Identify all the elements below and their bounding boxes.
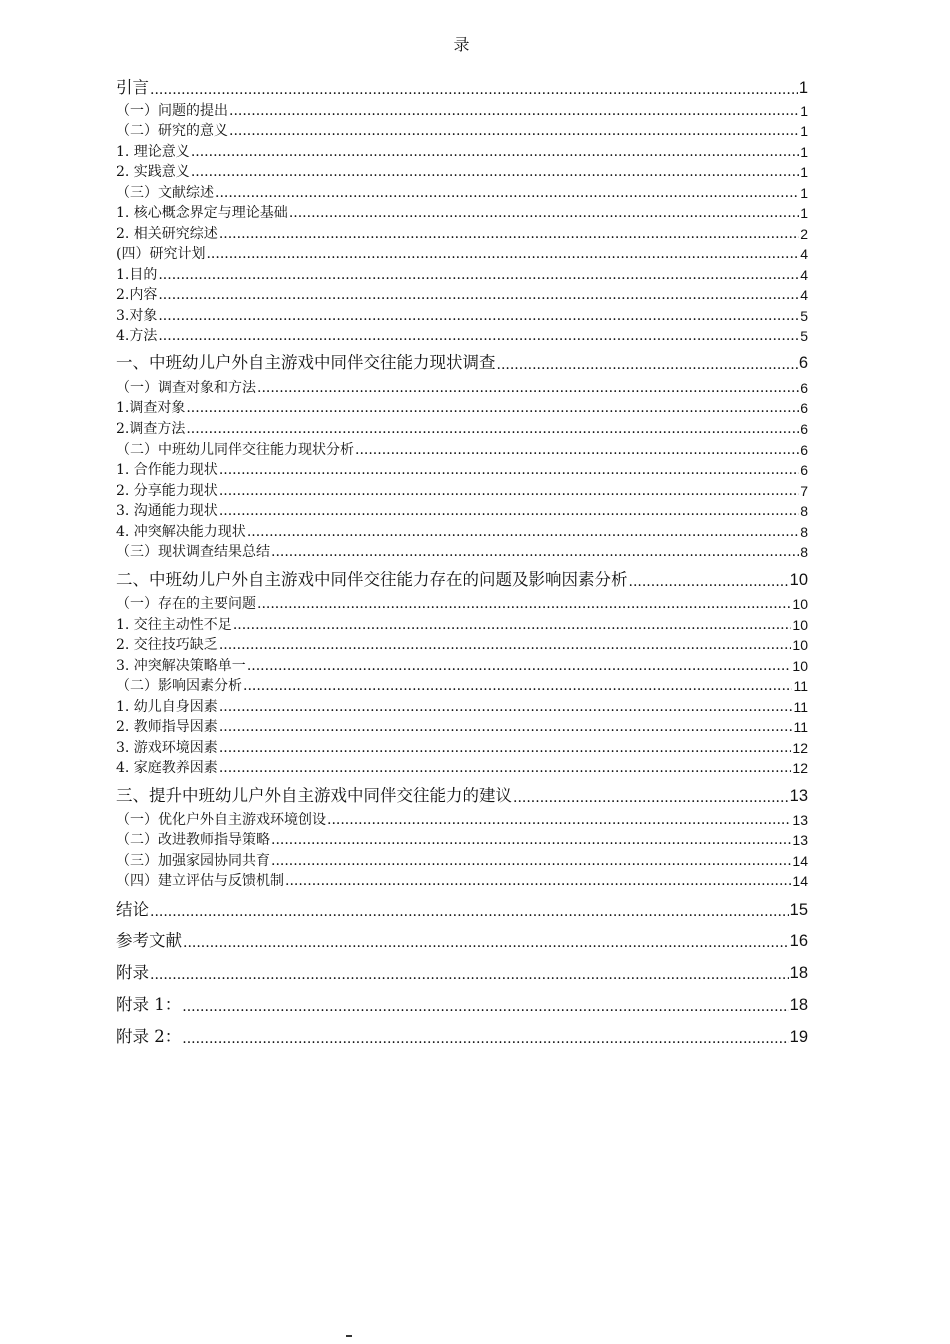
toc-entry-page: 12 — [792, 760, 808, 776]
toc-entry[interactable] — [116, 813, 808, 827]
footer-mark — [346, 1335, 352, 1337]
toc-entry-label: 参考文献 — [116, 931, 182, 950]
toc-entry-page: 10 — [789, 571, 808, 589]
toc-entry-label: 1. 核心概念界定与理论基础 — [116, 205, 288, 221]
toc-entry[interactable] — [116, 145, 808, 159]
toc-leader-dots — [158, 329, 799, 343]
toc-leader-dots — [219, 700, 793, 714]
toc-entry-label: （三）加强家园协同共育 — [116, 853, 270, 869]
toc-leader-dots — [257, 597, 791, 611]
toc-entry[interactable] — [116, 422, 808, 436]
toc-entry[interactable] — [116, 165, 808, 179]
toc-leader-dots — [186, 422, 799, 436]
toc-entry-page: 13 — [792, 832, 808, 848]
toc-leader-dots — [182, 1000, 788, 1014]
toc-entry-page: 4 — [800, 246, 808, 262]
toc-entry[interactable] — [116, 401, 808, 415]
toc-leader-dots — [191, 165, 799, 179]
toc-entry-page: 6 — [800, 421, 808, 437]
toc-leader-dots — [150, 83, 798, 97]
toc-entry-label: 4. 家庭教养因素 — [116, 760, 218, 776]
toc-leader-dots — [182, 1032, 788, 1046]
toc-leader-dots — [355, 443, 799, 457]
toc-entry-label: 4.方法 — [116, 328, 158, 344]
toc-entry-page: 10 — [792, 596, 808, 612]
toc-entry-label: 附录 — [116, 963, 149, 982]
toc-entry[interactable] — [116, 206, 808, 220]
toc-entry-page: 19 — [789, 1028, 808, 1046]
toc-entry-page: 10 — [792, 617, 808, 633]
toc-entry-label: （三）文献综述 — [116, 185, 214, 201]
toc-entry-label: （四）建立评估与反馈机制 — [116, 873, 284, 889]
toc-entry-label: 2.调查方法 — [116, 421, 186, 437]
toc-entry[interactable] — [116, 80, 808, 97]
toc-leader-dots — [247, 525, 799, 539]
toc-entry[interactable] — [116, 288, 808, 302]
toc-leader-dots — [158, 268, 799, 282]
toc-entry-page: 13 — [789, 787, 808, 805]
toc-entry-page: 1 — [800, 205, 808, 221]
toc-entry[interactable] — [116, 679, 808, 693]
toc-leader-dots — [219, 761, 792, 775]
toc-entry[interactable] — [116, 659, 808, 673]
toc-entry[interactable] — [116, 1029, 808, 1046]
toc-entry-label: 3.对象 — [116, 308, 158, 324]
toc-entry-label: （二）研究的意义 — [116, 123, 228, 139]
toc-entry-page: 14 — [792, 853, 808, 869]
toc-entry[interactable] — [116, 902, 808, 919]
page-title: 录 — [453, 35, 470, 54]
toc-leader-dots — [513, 791, 789, 805]
toc-entry-label: （二）中班幼儿同伴交往能力现状分析 — [116, 442, 354, 458]
toc-entry[interactable] — [116, 997, 808, 1014]
toc-entry-label: （一）优化户外自主游戏环境创设 — [116, 812, 326, 828]
toc-leader-dots — [219, 504, 799, 518]
toc-entry[interactable] — [116, 227, 808, 241]
toc-entry-page: 15 — [789, 901, 808, 919]
toc-leader-dots — [229, 104, 799, 118]
toc-entry[interactable] — [116, 381, 808, 395]
toc-entry[interactable] — [116, 484, 808, 498]
toc-entry-label: 附录 2： — [116, 1027, 182, 1046]
toc-entry-page: 5 — [800, 328, 808, 344]
toc-entry-label: （二）改进教师指导策略 — [116, 832, 270, 848]
toc-leader-dots — [219, 227, 799, 241]
toc-leader-dots — [206, 247, 799, 261]
toc-entry-label: 一、中班幼儿户外自主游戏中同伴交往能力现状调查 — [116, 353, 496, 372]
toc-entry-label: 1. 理论意义 — [116, 144, 190, 160]
toc-leader-dots — [219, 638, 792, 652]
toc-entry[interactable] — [116, 309, 808, 323]
toc-entry-label: 二、中班幼儿户外自主游戏中同伴交往能力存在的问题及影响因素分析 — [116, 570, 628, 589]
toc-entry-page: 14 — [792, 873, 808, 889]
toc-entry[interactable] — [116, 700, 808, 714]
toc-leader-dots — [186, 401, 799, 415]
toc-leader-dots — [289, 206, 799, 220]
toc-leader-dots — [219, 741, 792, 755]
toc-entry[interactable] — [116, 268, 808, 282]
toc-leader-dots — [158, 309, 799, 323]
toc-entry[interactable] — [116, 545, 808, 559]
toc-entry[interactable] — [116, 761, 808, 775]
toc-leader-dots — [150, 905, 789, 919]
toc-entry-label: 1. 幼儿自身因素 — [116, 699, 218, 715]
toc-leader-dots — [257, 381, 799, 395]
toc-leader-dots — [219, 484, 799, 498]
toc-leader-dots — [183, 936, 789, 950]
toc-entry-page: 11 — [793, 699, 808, 715]
toc-leader-dots — [271, 545, 799, 559]
toc-entry[interactable] — [116, 618, 808, 632]
toc-entry-label: 附录 1： — [116, 995, 182, 1014]
toc-entry-page: 4 — [800, 287, 808, 303]
toc-entry-page: 2 — [800, 226, 808, 242]
toc-entry-page: 11 — [793, 719, 808, 735]
toc-leader-dots — [327, 813, 791, 827]
toc-entry[interactable] — [116, 186, 808, 200]
toc-entry-page: 7 — [800, 483, 808, 499]
toc-entry-label: （二）影响因素分析 — [116, 678, 242, 694]
toc-entry-label: 2.内容 — [116, 287, 158, 303]
toc-leader-dots — [247, 659, 792, 673]
toc-entry[interactable] — [116, 329, 808, 343]
toc-entry-label: 1. 合作能力现状 — [116, 462, 218, 478]
toc-leader-dots — [150, 968, 789, 982]
toc-entry-label: 3. 沟通能力现状 — [116, 503, 218, 519]
toc-entry-label: 结论 — [116, 900, 149, 919]
toc-entry[interactable] — [116, 525, 808, 539]
toc-entry-page: 8 — [800, 503, 808, 519]
toc-entry-page: 13 — [792, 812, 808, 828]
toc-leader-dots — [191, 145, 799, 159]
toc-entry-page: 1 — [800, 185, 808, 201]
toc-entry-page: 6 — [800, 462, 808, 478]
toc-leader-dots — [285, 874, 791, 888]
toc-entry[interactable] — [116, 741, 808, 755]
toc-entry-page: 11 — [793, 678, 808, 694]
toc-entry-page: 10 — [792, 658, 808, 674]
toc-entry[interactable] — [116, 104, 808, 118]
toc-entry[interactable] — [116, 504, 808, 518]
toc-leader-dots — [271, 854, 791, 868]
toc-leader-dots — [243, 679, 792, 693]
toc-entry-label: 引言 — [116, 78, 149, 97]
toc-entry[interactable] — [116, 463, 808, 477]
toc-leader-dots — [271, 833, 791, 847]
toc-entry-page: 5 — [800, 308, 808, 324]
toc-leader-dots — [629, 575, 789, 589]
toc-entry-label: 2. 分享能力现状 — [116, 483, 218, 499]
toc-entry-label: （一）存在的主要问题 — [116, 596, 256, 612]
toc-entry[interactable] — [116, 874, 808, 888]
toc-entry-label: （三）现状调查结果总结 — [116, 544, 270, 560]
toc-entry-page: 4 — [800, 267, 808, 283]
toc-entry-label: 2. 实践意义 — [116, 164, 190, 180]
toc-entry-label: （一）问题的提出 — [116, 103, 228, 119]
toc-leader-dots — [219, 720, 793, 734]
toc-entry-label: 2. 教师指导因素 — [116, 719, 218, 735]
toc-entry-page: 10 — [792, 637, 808, 653]
toc-entry-label: 1.目的 — [116, 267, 158, 283]
toc-entry-page: 1 — [800, 103, 808, 119]
toc-entry-page: 1 — [798, 79, 808, 97]
toc-entry[interactable] — [116, 854, 808, 868]
toc-entry[interactable] — [116, 833, 808, 847]
toc-entry[interactable] — [116, 638, 808, 652]
toc-entry-page: 18 — [789, 964, 808, 982]
toc-entry-page: 8 — [800, 524, 808, 540]
toc-entry-page: 6 — [800, 380, 808, 396]
toc-entry[interactable] — [116, 788, 808, 805]
toc-entry[interactable] — [116, 965, 808, 982]
toc-entry[interactable] — [116, 124, 808, 138]
toc-entry-page: 6 — [800, 442, 808, 458]
toc-entry-label: 3. 冲突解决策略单一 — [116, 658, 246, 674]
toc-entry-page: 6 — [798, 354, 808, 372]
toc-entry-page: 1 — [800, 164, 808, 180]
toc-leader-dots — [219, 463, 799, 477]
toc-entry-page: 6 — [800, 400, 808, 416]
toc-entry-label: (四）研究计划 — [116, 246, 206, 262]
toc-entry-label: 2. 交往技巧缺乏 — [116, 637, 218, 653]
toc-entry-label: 4. 冲突解决能力现状 — [116, 524, 246, 540]
toc-entry-label: 三、提升中班幼儿户外自主游戏中同伴交往能力的建议 — [116, 786, 512, 805]
toc-leader-dots — [215, 186, 799, 200]
toc-entry-label: （一）调查对象和方法 — [116, 380, 256, 396]
toc-leader-dots — [233, 618, 792, 632]
toc-entry-page: 8 — [800, 544, 808, 560]
toc-entry-page: 12 — [792, 740, 808, 756]
toc-entry[interactable] — [116, 720, 808, 734]
toc-entry-page: 16 — [789, 932, 808, 950]
toc-leader-dots — [497, 358, 798, 372]
toc-entry[interactable] — [116, 443, 808, 457]
toc-entry[interactable] — [116, 572, 808, 589]
toc-entry-label: 1. 交往主动性不足 — [116, 617, 232, 633]
toc-entry-page: 18 — [789, 996, 808, 1014]
toc-leader-dots — [229, 124, 799, 138]
toc-entry[interactable] — [116, 933, 808, 950]
toc-entry-label: 1.调查对象 — [116, 400, 186, 416]
toc-entry-label: 3. 游戏环境因素 — [116, 740, 218, 756]
toc-leader-dots — [158, 288, 799, 302]
toc-entry[interactable] — [116, 597, 808, 611]
toc-entry-label: 2. 相关研究综述 — [116, 226, 218, 242]
toc-entry[interactable] — [116, 247, 808, 261]
toc-entry-page: 1 — [800, 144, 808, 160]
toc-entry-page: 1 — [800, 123, 808, 139]
toc-entry[interactable] — [116, 355, 808, 372]
